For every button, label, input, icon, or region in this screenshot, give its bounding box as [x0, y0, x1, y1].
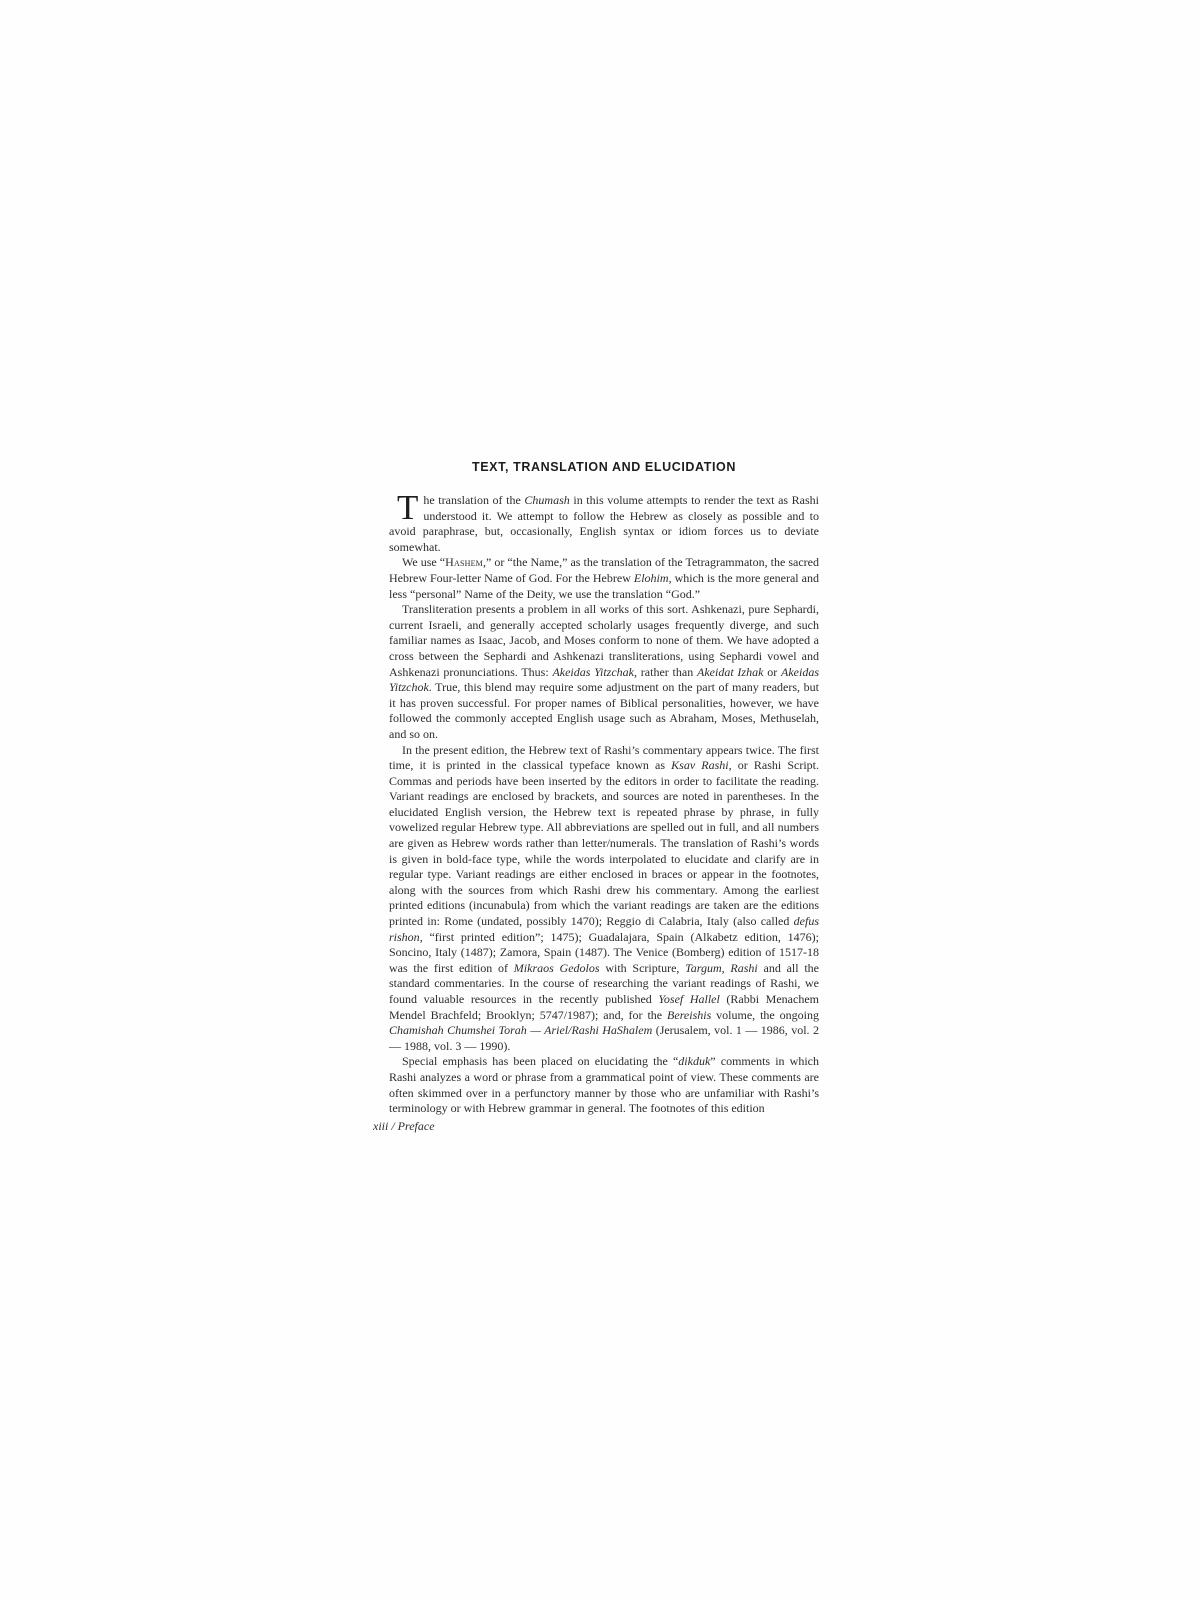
text-run: Transliteration presents a problem in all works of this sort. Ashkenazi, pure Sephardi, current Israeli, and generally accepted scholarly usages frequently diverge, and such familiar names as Isaac, Jacob, and Moses conform to none of them. We have adopted a cross between the Sephardi and Ashkenazi transliterations, using Sephardi vowel and Ashkenazi pronunciations. Thus:: [389, 602, 819, 679]
text-run: (Rabbi Menachem Mendel Brachfeld; Brooklyn; 5747/1987); and, for the: [389, 992, 819, 1022]
section-name: Preface: [397, 1119, 435, 1133]
smallcaps-term: Hashem: [445, 555, 483, 570]
italic-term: dikduk: [678, 1054, 711, 1069]
italic-term: Targum, Rashi: [685, 960, 758, 975]
text-run: , “first printed edition”; 1475); Guadalajara, Spain (Alkabetz edition, 1476); Soncino, Italy (1487); Zamora, Spain (1487). The Venice (Bomberg) edition of 1517-18 was the first edition of: [389, 929, 819, 975]
paragraph: [389, 602, 819, 742]
footer-separator: /: [388, 1119, 398, 1133]
text-run: with Scripture,: [599, 960, 686, 975]
drop-cap: T: [397, 488, 419, 527]
text-run: , rather than: [634, 664, 697, 679]
text-run: and all the standard commentaries. In the course of researching the variant readings of Rashi, we found valuable resources in the recently published: [389, 960, 820, 1006]
text-run: in this volume attempts to render the text as Rashi understood it. We attempt to follow the Hebrew as closely as possible and to avoid paraphrase, but, occasionally, English syntax or idiom forces us to deviate somewhat.: [389, 493, 820, 554]
text-run: he translation of the: [423, 493, 525, 507]
text-run: or: [763, 664, 782, 679]
italic-term: Akeidas Yitzchak: [552, 664, 634, 679]
text-run: , which is the more general and less “personal” Name of the Deity, we use the translation “God.”: [389, 570, 819, 601]
italic-term: Akeidat Izhak: [697, 664, 764, 679]
body-paragraphs: [389, 488, 820, 1117]
text-run: volume, the ongoing: [711, 1007, 819, 1022]
text-run: Special emphasis has been placed on elucidating the “: [402, 1054, 679, 1069]
paragraph: [389, 488, 820, 555]
text-run: In the present edition, the Hebrew text of Rashi’s commentary appears twice. The first time, it is printed in the classical typeface known as: [389, 742, 819, 773]
text-run: (Jerusalem, vol. 1 — 1986, vol. 2 — 1988, vol. 3 — 1990).: [389, 1023, 819, 1053]
text-run: We use “: [402, 555, 446, 570]
text-run: . True, this blend may require some adjustment on the part of many readers, but it has proven successful. For proper names of Biblical personalities, however, we have followed the commonly accepted English usage such as Abraham, Moses, Methuselah, and so on.: [389, 680, 819, 741]
page-number: xiii: [373, 1119, 389, 1133]
text-run: , or Rashi Script. Commas and periods have been inserted by the editors in order to facilitate the reading. Variant readings are enclosed by brackets, and sources are noted in parentheses. In the elucidated English version, the Hebrew text is repeated phrase by phrase, in fully vowelized regular Hebrew type. All abbreviations are spelled out in full, and all numbers are given as Hebrew words rather than letter/numerals. The translation of Rashi’s words is given in bold-face type, while the words interpolated to elucidate and clarify are in regular type. Variant readings are either enclosed in braces or appear in the footnotes, along with the sources from which Rashi drew his commentary. Among the earliest printed editions (incunabula) from which the variant readings are taken are the editions printed in: Rome (undated, possibly 1470); Reggio di Calabria, Italy (also called: [389, 758, 819, 929]
text-run: ,” or “the Name,” as the translation of the Tetragrammaton, the sacred Hebrew Four-letter Name of God. For the Hebrew: [389, 555, 820, 585]
text-column: [389, 460, 819, 1117]
italic-term: Mikraos Gedolos: [513, 960, 600, 975]
section-heading: TEXT, TRANSLATION AND ELUCIDATION: [471, 460, 736, 474]
italic-term: Bereishis: [667, 1007, 712, 1022]
italic-term: Ksav Rashi: [671, 758, 729, 773]
paragraph: [389, 743, 819, 1055]
italic-term: Chamishah Chumshei Torah — Ariel/Rashi HaShalem: [389, 1023, 653, 1038]
paragraph: [389, 555, 819, 602]
italic-term: Yosef Hallel: [658, 992, 720, 1006]
italic-term: Chumash: [524, 493, 570, 507]
italic-term: defus rishon: [389, 914, 819, 944]
text-run: ” comments in which Rashi analyzes a word or phrase from a grammatical point of view. These comments are often skimmed over in a perfunctory manner by those who are unfamiliar with Rashi’s terminology or with Hebrew grammar in general. The footnotes of this edition: [389, 1054, 819, 1116]
page-footer: [373, 1119, 435, 1134]
italic-term: Elohim: [633, 570, 669, 585]
paragraph: [389, 1054, 819, 1116]
italic-term: Akeidas Yitzchok: [389, 664, 820, 695]
